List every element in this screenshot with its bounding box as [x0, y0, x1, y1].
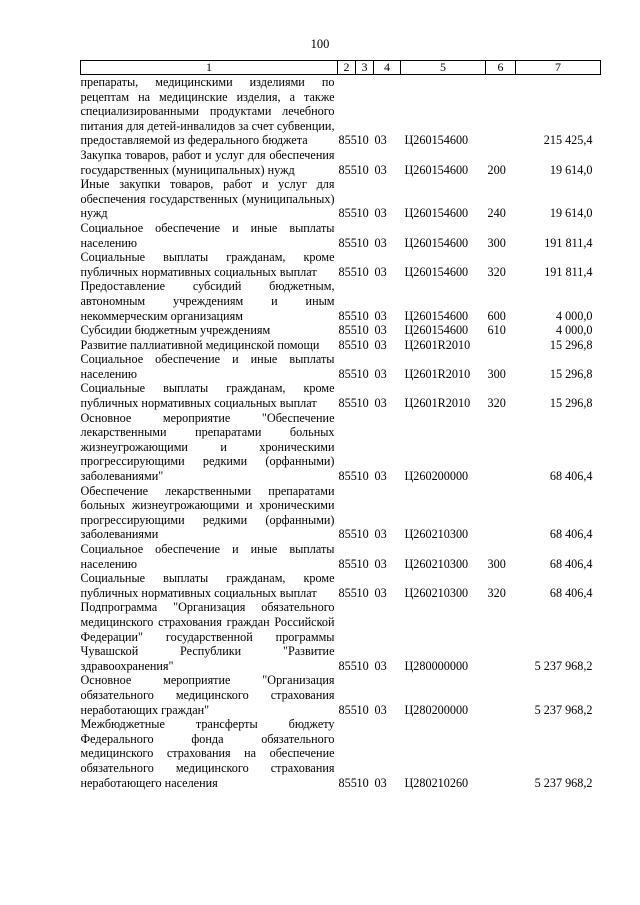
- row-name: Закупка товаров, работ и услуг для обеспечения государственных (муниципальных) нужд: [80, 147, 335, 177]
- target-article: Ц260154600: [404, 162, 469, 177]
- amount: 215 425,4: [543, 133, 593, 148]
- amount: 68 406,4: [549, 527, 593, 542]
- subsection-code: 03: [374, 308, 387, 323]
- expense-type: 320: [487, 396, 506, 411]
- admin-code: 855: [338, 206, 357, 221]
- table-row: [81, 352, 601, 381]
- admin-code: 855: [338, 469, 357, 484]
- expense-type: [486, 338, 516, 353]
- target-article: Ц260154600: [404, 264, 469, 279]
- table-row: [81, 673, 601, 717]
- table-row: [81, 323, 601, 338]
- admin-code: 855: [338, 658, 357, 673]
- amount: 5 237 968,2: [534, 658, 593, 673]
- expense-type: 300: [487, 366, 506, 381]
- table-row: [81, 338, 601, 353]
- subsection-code: 03: [374, 133, 387, 148]
- section-code: 10: [356, 337, 369, 352]
- amount: 191 811,4: [544, 235, 593, 250]
- column-header: 3: [356, 61, 374, 75]
- admin-code: 855: [338, 366, 357, 381]
- row-name: Межбюджетные трансферты бюджету Федерального фонда обязательного медицинского страхования на обеспечение обязательного медицинского страхования неработающего населения: [80, 717, 335, 790]
- expense-type: [486, 673, 516, 717]
- row-name: Социальные выплаты гражданам, кроме публичных нормативных социальных выплат: [80, 381, 335, 411]
- expense-type: [486, 484, 516, 542]
- amount: 5 237 968,2: [534, 775, 593, 790]
- section-code: 10: [356, 396, 369, 411]
- target-article: Ц2601R2010: [404, 366, 471, 381]
- subsection-code: 03: [374, 366, 387, 381]
- target-article: Ц260154600: [404, 323, 469, 338]
- target-article: Ц280200000: [404, 702, 469, 717]
- subsection-code: 03: [374, 556, 387, 571]
- admin-code: 855: [338, 337, 357, 352]
- row-name: Социальные выплаты гражданам, кроме публичных нормативных социальных выплат: [80, 250, 335, 279]
- row-name: Социальное обеспечение и иные выплаты населению: [80, 220, 335, 250]
- subsection-code: 03: [374, 658, 387, 673]
- target-article: Ц260154600: [404, 133, 469, 148]
- column-header: 7: [516, 61, 601, 75]
- amount: 68 406,4: [549, 469, 593, 484]
- table-row: [81, 484, 601, 542]
- table-row: [81, 148, 601, 177]
- expense-type: 610: [487, 323, 506, 338]
- amount: 15 296,8: [549, 396, 593, 411]
- table-row: [81, 717, 601, 790]
- expense-type: [486, 411, 516, 484]
- page-number: 100: [310, 37, 330, 51]
- amount: 191 811,4: [544, 264, 593, 279]
- column-header: 2: [338, 61, 356, 75]
- column-header: 5: [401, 61, 486, 75]
- target-article: Ц260200000: [404, 469, 469, 484]
- table-row: [81, 600, 601, 673]
- column-header: 4: [374, 61, 401, 75]
- target-article: Ц2601R2010: [404, 396, 471, 411]
- admin-code: 855: [338, 527, 357, 542]
- row-name: Иные закупки товаров, работ и услуг для обеспечения государственных (муниципальных) нужд: [80, 177, 335, 221]
- amount: 15 296,8: [549, 366, 593, 381]
- subsection-code: 03: [374, 585, 387, 600]
- expense-type: 320: [487, 264, 506, 279]
- amount: 19 614,0: [549, 206, 593, 221]
- section-code: 10: [356, 658, 369, 673]
- table-row: [81, 177, 601, 221]
- subsection-code: 03: [374, 337, 387, 352]
- row-name: Подпрограмма "Организация обязательного медицинского страхования граждан Российской Федерации" государственной программы Чувашской Республики "Развитие здравоохранения": [80, 600, 335, 673]
- admin-code: 855: [338, 162, 357, 177]
- target-article: Ц2601R2010: [404, 337, 471, 352]
- table-row: [81, 571, 601, 600]
- section-code: 10: [356, 366, 369, 381]
- subsection-code: 03: [374, 775, 387, 790]
- target-article: Ц260154600: [404, 235, 469, 250]
- row-name: Основное мероприятие "Организация обязательного медицинского страхования неработающих граждан": [80, 673, 335, 717]
- expense-type: 200: [487, 162, 506, 177]
- amount: 68 406,4: [549, 585, 593, 600]
- section-code: 10: [356, 162, 369, 177]
- expense-type: 300: [487, 235, 506, 250]
- section-code: 10: [356, 264, 369, 279]
- admin-code: 855: [338, 323, 357, 338]
- subsection-code: 03: [374, 162, 387, 177]
- admin-code: 855: [338, 396, 357, 411]
- expense-type: 600: [487, 308, 506, 323]
- table-body: [81, 75, 601, 791]
- expense-type: 240: [487, 206, 506, 221]
- admin-code: 855: [338, 133, 357, 148]
- expense-type: 320: [487, 585, 506, 600]
- budget-table: [80, 60, 601, 790]
- target-article: Ц260210300: [404, 585, 469, 600]
- column-header: 1: [81, 61, 338, 75]
- expense-type: [486, 600, 516, 673]
- section-code: 10: [356, 206, 369, 221]
- row-name: Социальное обеспечение и иные выплаты населению: [80, 352, 335, 381]
- subsection-code: 03: [374, 235, 387, 250]
- target-article: Ц280210260: [404, 775, 469, 790]
- section-code: 10: [356, 775, 369, 790]
- row-name: Субсидии бюджетным учреждениям: [80, 323, 271, 338]
- section-code: 10: [356, 585, 369, 600]
- target-article: Ц260154600: [404, 206, 469, 221]
- amount: 5 237 968,2: [534, 702, 593, 717]
- section-code: 10: [356, 469, 369, 484]
- table-row: [81, 221, 601, 250]
- target-article: Ц260210300: [404, 527, 469, 542]
- amount: 19 614,0: [549, 162, 593, 177]
- admin-code: 855: [338, 702, 357, 717]
- admin-code: 855: [338, 235, 357, 250]
- subsection-code: 03: [374, 323, 387, 338]
- admin-code: 855: [338, 264, 357, 279]
- row-name: Обеспечение лекарственными препаратами больных жизнеугрожающими и хроническими прогрессирующими редкими (орфанными) заболеваниями: [80, 483, 335, 542]
- subsection-code: 03: [374, 527, 387, 542]
- table-row: [81, 381, 601, 410]
- target-article: Ц260210300: [404, 556, 469, 571]
- column-header: 6: [486, 61, 516, 75]
- section-code: 10: [356, 235, 369, 250]
- section-code: 10: [356, 527, 369, 542]
- amount: 4 000,0: [555, 308, 593, 323]
- expense-type: [486, 717, 516, 790]
- amount: 15 296,8: [549, 337, 593, 352]
- subsection-code: 03: [374, 702, 387, 717]
- section-code: 10: [356, 323, 369, 338]
- amount: 4 000,0: [555, 323, 593, 338]
- subsection-code: 03: [374, 264, 387, 279]
- row-name: Социальные выплаты гражданам, кроме публичных нормативных социальных выплат: [80, 571, 335, 600]
- subsection-code: 03: [374, 469, 387, 484]
- section-code: 10: [356, 308, 369, 323]
- admin-code: 855: [338, 556, 357, 571]
- admin-code: 855: [338, 775, 357, 790]
- table-row: [81, 250, 601, 279]
- amount: 68 406,4: [549, 556, 593, 571]
- row-name: Социальное обеспечение и иные выплаты населению: [80, 542, 335, 571]
- target-article: Ц260154600: [404, 308, 469, 323]
- table-row: [81, 279, 601, 323]
- table-row: [81, 75, 601, 148]
- row-name: Основное мероприятие "Обеспечение лекарственными препаратами больных жизнеугрожающими и хроническими прогрессирующими редкими (орфанными) заболеваниями": [80, 410, 335, 484]
- section-code: 10: [356, 556, 369, 571]
- section-code: 10: [356, 133, 369, 148]
- row-name: Предоставление субсидий бюджетным, автономным учреждениям и иным некоммерческим организациям: [80, 279, 335, 323]
- expense-type: [486, 75, 516, 148]
- admin-code: 855: [338, 308, 357, 323]
- admin-code: 855: [338, 585, 357, 600]
- section-code: 10: [356, 702, 369, 717]
- table-row: [81, 411, 601, 484]
- table-row: [81, 542, 601, 571]
- expense-type: 300: [487, 556, 506, 571]
- row-name: препараты, медицинскими изделиями по рецептам на медицинские изделия, а также специализированными продуктами лечебного питания для детей-инвалидов за счет субвенции, предоставляемой из федерального бюджета: [80, 75, 335, 148]
- target-article: Ц280000000: [404, 658, 469, 673]
- subsection-code: 03: [374, 206, 387, 221]
- subsection-code: 03: [374, 396, 387, 411]
- table-header-row: [81, 61, 601, 75]
- row-name: Развитие паллиативной медицинской помощи: [80, 337, 320, 352]
